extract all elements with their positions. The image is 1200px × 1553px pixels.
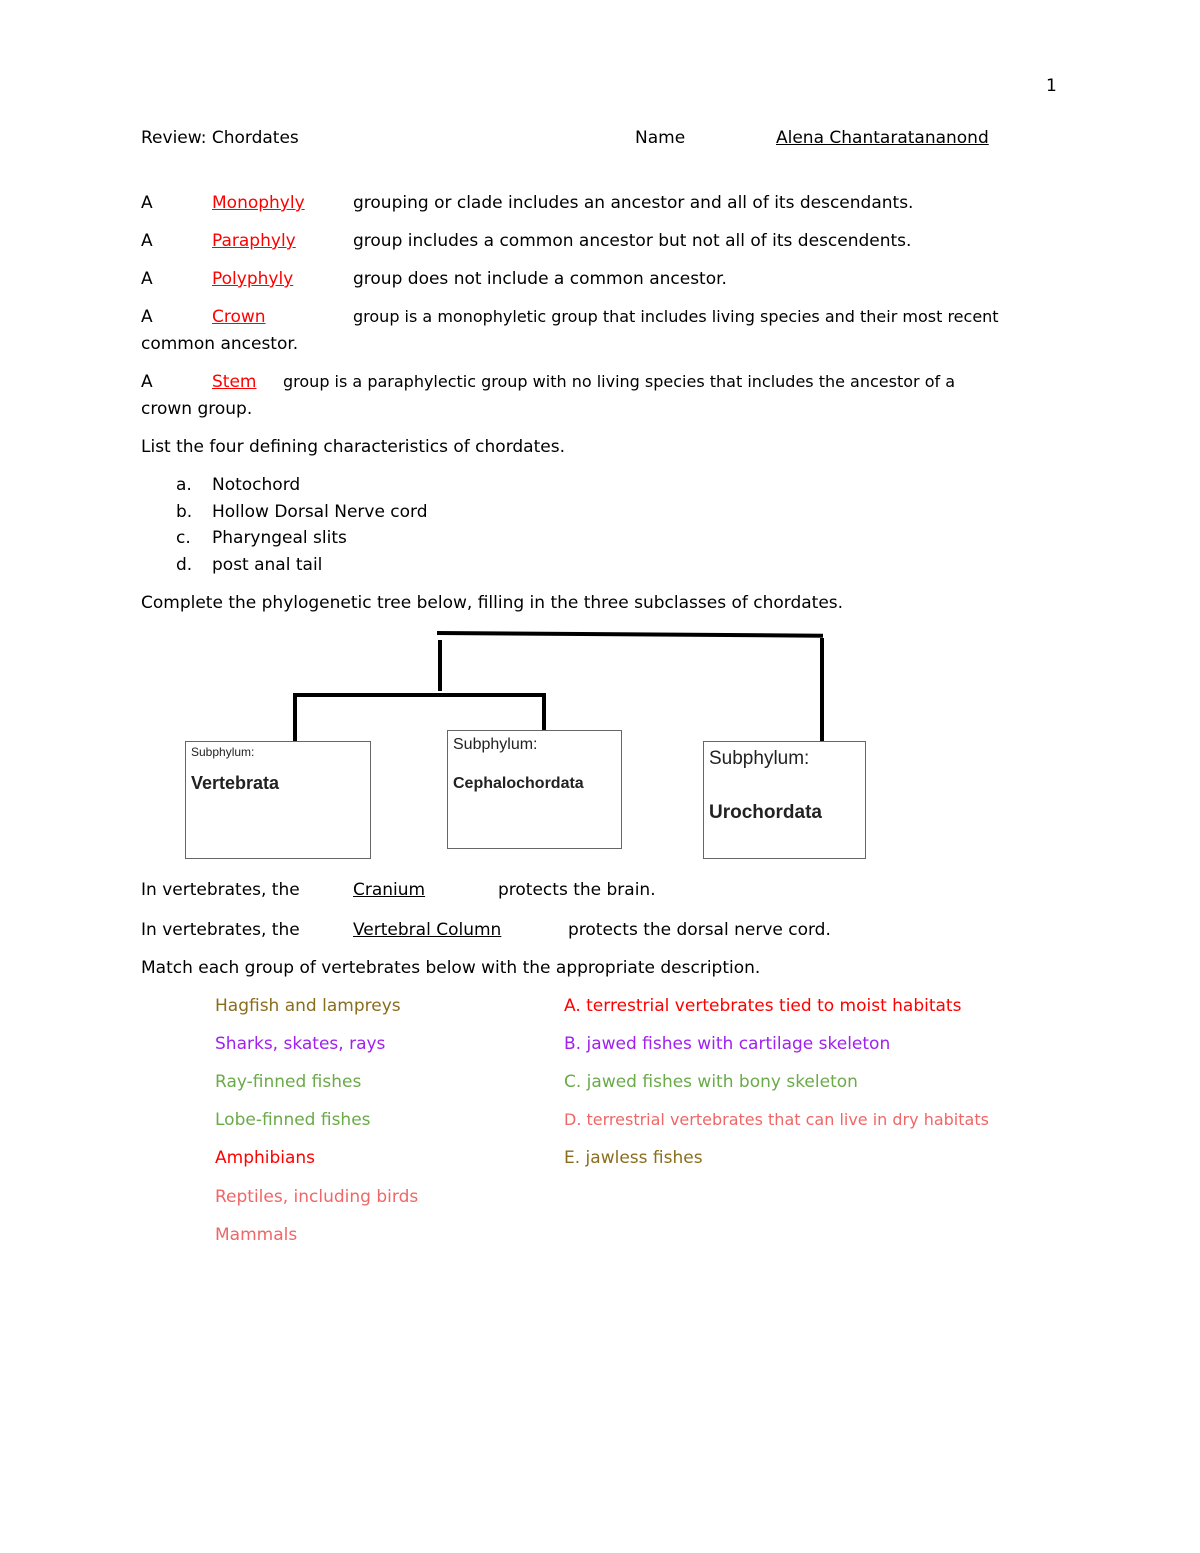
list-item: Hollow Dorsal Nerve cord bbox=[212, 502, 428, 522]
definition-text-continued: common ancestor. bbox=[141, 334, 299, 354]
subphylum-box-urochordata bbox=[703, 741, 866, 859]
definition-article: A bbox=[141, 307, 153, 327]
definition-term: Stem bbox=[212, 372, 257, 392]
group-description: B. jawed fishes with cartilage skeleton bbox=[564, 1034, 891, 1054]
definition-article: A bbox=[141, 372, 153, 392]
document-title: Review: Chordates bbox=[141, 128, 299, 148]
characteristics-prompt: List the four defining characteristics of chordates. bbox=[141, 437, 565, 457]
definition-article: A bbox=[141, 193, 153, 213]
definition-text: group does not include a common ancestor. bbox=[353, 269, 727, 289]
subphylum-label: Subphylum: bbox=[191, 745, 255, 759]
fill-in-suffix: protects the dorsal nerve cord. bbox=[568, 920, 831, 940]
fill-in-answer: Cranium bbox=[353, 880, 426, 900]
definition-text-continued: crown group. bbox=[141, 399, 253, 419]
vertebrate-group: Sharks, skates, rays bbox=[215, 1034, 386, 1054]
fill-in-prefix: In vertebrates, the bbox=[141, 920, 300, 940]
name-label: Name bbox=[635, 128, 686, 148]
list-marker: a. bbox=[176, 475, 192, 495]
subphylum-box-vertebrata bbox=[185, 741, 371, 859]
fill-in-suffix: protects the brain. bbox=[498, 880, 656, 900]
vertebrate-group: Ray-finned fishes bbox=[215, 1072, 362, 1092]
subphylum-box-cephalochordata bbox=[447, 730, 622, 849]
group-description: A. terrestrial vertebrates tied to moist habitats bbox=[564, 996, 962, 1016]
list-marker: d. bbox=[176, 555, 193, 575]
tree-lower-branch bbox=[293, 693, 546, 697]
subphylum-name: Urochordata bbox=[709, 802, 822, 823]
list-marker: b. bbox=[176, 502, 193, 522]
page-number: 1 bbox=[1046, 76, 1057, 96]
definition-text: group is a monophyletic group that includes living species and their most recent bbox=[353, 307, 999, 326]
subphylum-label: Subphylum: bbox=[453, 736, 538, 753]
fill-in-answer: Vertebral Column bbox=[353, 920, 502, 940]
tree-lower-stem-left bbox=[293, 695, 297, 742]
list-item: Pharyngeal slits bbox=[212, 528, 347, 548]
group-description: D. terrestrial vertebrates that can live in dry habitats bbox=[564, 1110, 989, 1129]
subphylum-label: Subphylum: bbox=[709, 748, 810, 769]
fill-in-prefix: In vertebrates, the bbox=[141, 880, 300, 900]
subphylum-name: Cephalochordata bbox=[453, 775, 584, 792]
definition-term: Polyphyly bbox=[212, 269, 294, 289]
group-description: C. jawed fishes with bony skeleton bbox=[564, 1072, 858, 1092]
tree-lower-stem-right bbox=[542, 693, 546, 731]
student-name: Alena Chantaratananond bbox=[776, 128, 989, 148]
definition-term: Monophyly bbox=[212, 193, 305, 213]
tree-top-branch bbox=[437, 631, 823, 638]
group-description: E. jawless fishes bbox=[564, 1148, 703, 1168]
list-item: post anal tail bbox=[212, 555, 323, 575]
vertebrate-group: Hagfish and lampreys bbox=[215, 996, 401, 1016]
vertebrate-group: Lobe-finned fishes bbox=[215, 1110, 371, 1130]
matching-prompt: Match each group of vertebrates below with the appropriate description. bbox=[141, 958, 761, 978]
definition-term: Paraphyly bbox=[212, 231, 296, 251]
definition-text: group is a paraphylectic group with no living species that includes the ancestor of a bbox=[283, 372, 956, 391]
tree-stem-left bbox=[438, 640, 442, 691]
definition-article: A bbox=[141, 269, 153, 289]
definition-text: group includes a common ancestor but not all of its descendents. bbox=[353, 231, 912, 251]
definition-term: Crown bbox=[212, 307, 266, 327]
vertebrate-group: Mammals bbox=[215, 1225, 298, 1245]
subphylum-name: Vertebrata bbox=[191, 773, 280, 793]
vertebrate-group: Reptiles, including birds bbox=[215, 1187, 419, 1207]
list-marker: c. bbox=[176, 528, 191, 548]
list-item: Notochord bbox=[212, 475, 301, 495]
definition-text: grouping or clade includes an ancestor and all of its descendants. bbox=[353, 193, 914, 213]
definition-article: A bbox=[141, 231, 153, 251]
vertebrate-group: Amphibians bbox=[215, 1148, 316, 1168]
tree-stem-right bbox=[820, 638, 824, 742]
tree-prompt: Complete the phylogenetic tree below, filling in the three subclasses of chordates. bbox=[141, 593, 844, 613]
